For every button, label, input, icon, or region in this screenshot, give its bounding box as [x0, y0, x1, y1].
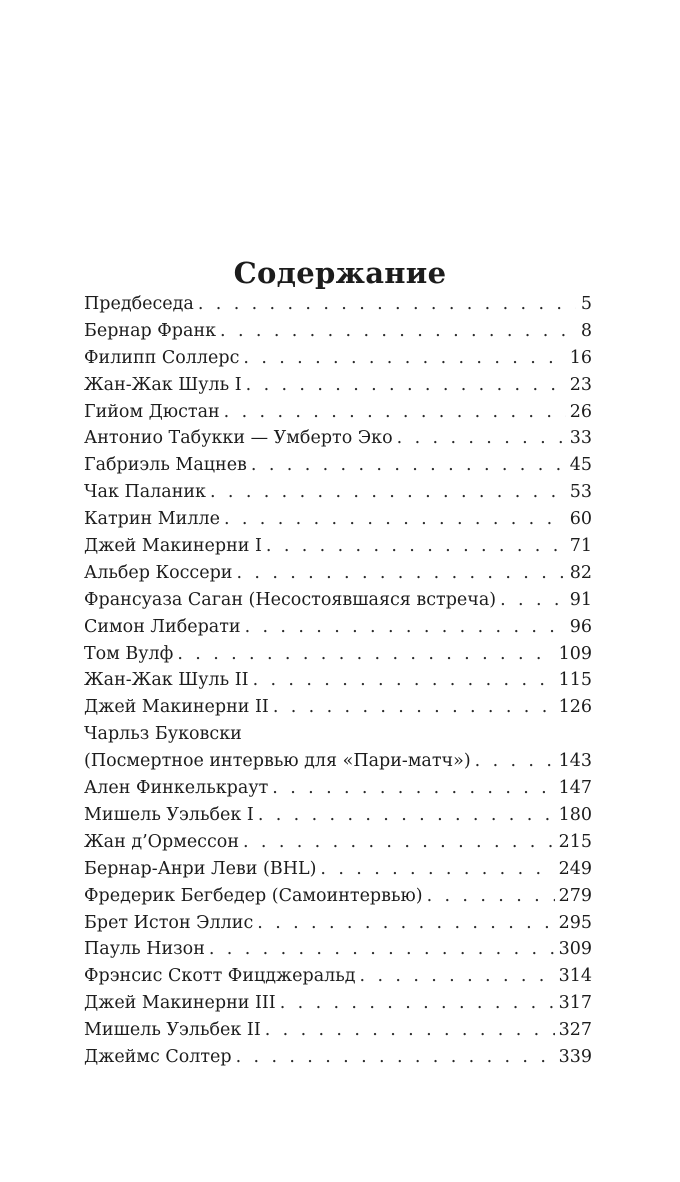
dot-leader [273, 694, 555, 721]
toc-entry-title: Чарльз Буковски [84, 724, 242, 745]
toc-entry-page: 16 [569, 347, 592, 368]
toc-entry-page: 82 [569, 562, 592, 583]
toc-entry [84, 829, 592, 856]
dot-leader [224, 399, 566, 426]
toc-entry-title: Ален Финкелькраут [84, 778, 269, 799]
toc-entry [84, 883, 592, 910]
toc-entry [84, 667, 592, 694]
dot-leader [500, 587, 566, 614]
dot-leader [265, 1017, 555, 1044]
toc-entry [84, 614, 592, 641]
dot-leader [427, 883, 555, 910]
toc-entry-title: Пауль Низон [84, 939, 205, 960]
toc-entry-page: 147 [558, 778, 592, 799]
toc-entry-title: Фредерик Бегбедер (Самоинтервью) [84, 885, 423, 906]
toc-entry [84, 910, 592, 937]
toc-entry-continuation [84, 748, 592, 775]
toc-entry [84, 963, 592, 990]
dot-leader [177, 641, 554, 668]
toc-entry-page: 327 [558, 1020, 592, 1041]
dot-leader [224, 506, 566, 533]
toc-entry [84, 533, 592, 560]
toc-entry-title: Габриэль Мацнев [84, 455, 247, 476]
toc-entry-title: Симон Либерати [84, 616, 241, 637]
toc-entry [84, 721, 592, 775]
dot-leader [236, 1044, 555, 1071]
toc-entry-title: Джеймс Солтер [84, 1046, 232, 1067]
toc-entry-page: 45 [569, 455, 592, 476]
toc-entry [84, 479, 592, 506]
toc-entry-title: Бернар Франк [84, 320, 217, 341]
toc-entry-page: 249 [558, 858, 592, 879]
dot-leader [397, 425, 566, 452]
dot-leader [246, 372, 566, 399]
toc-entry-page: 96 [569, 616, 592, 637]
toc-entry-page: 8 [580, 320, 592, 341]
toc-entry-title: Жан д’Ормессон [84, 831, 239, 852]
toc-entry [84, 1044, 592, 1071]
toc-entry-title: Джей Макинерни III [84, 993, 276, 1014]
toc-entry-page: 215 [558, 831, 592, 852]
toc-entry-title: Джей Макинерни I [84, 536, 262, 557]
toc-entry [84, 990, 592, 1017]
toc-entry-title: Антонио Табукки — Умберто Эко [84, 428, 393, 449]
dot-leader [266, 533, 566, 560]
table-of-contents [84, 291, 592, 1071]
toc-entry-title: Гийом Дюстан [84, 401, 220, 422]
toc-entry-page: 33 [569, 428, 592, 449]
toc-entry-title: Брет Истон Эллис [84, 912, 254, 933]
toc-entry [84, 560, 592, 587]
toc-entry [84, 372, 592, 399]
toc-entry-title: Джей Макинерни II [84, 697, 269, 718]
toc-entry [84, 506, 592, 533]
dot-leader [209, 936, 555, 963]
dot-leader [257, 910, 554, 937]
toc-entry [84, 802, 592, 829]
dot-leader [245, 614, 566, 641]
dot-leader [210, 479, 566, 506]
toc-entry-page: 126 [558, 697, 592, 718]
dot-leader [236, 560, 565, 587]
toc-entry-title: Жан-Жак Шуль I [84, 374, 242, 395]
toc-entry [84, 1017, 592, 1044]
dot-leader [220, 318, 576, 345]
toc-entry-page: 295 [558, 912, 592, 933]
toc-entry-page: 115 [558, 670, 592, 691]
toc-entry-page: 339 [558, 1046, 592, 1067]
toc-entry-title: Франсуаза Саган (Несостоявшаяся встреча) [84, 589, 497, 610]
toc-entry-page: 180 [558, 804, 592, 825]
dot-leader [320, 856, 554, 883]
dot-leader [253, 667, 555, 694]
toc-entry-page: 5 [580, 294, 592, 314]
dot-leader [360, 963, 555, 990]
toc-entry-title: Мишель Уэльбек I [84, 804, 254, 825]
dot-leader [243, 345, 565, 372]
toc-entry-title: Бернар-Анри Леви (BHL) [84, 858, 317, 879]
dot-leader [272, 775, 554, 802]
toc-entry-title: Катрин Милле [84, 509, 220, 530]
toc-entry-title: Филипп Соллерс [84, 347, 240, 368]
toc-entry-title: Чак Паланик [84, 482, 206, 503]
toc-entry-page: 143 [558, 751, 592, 772]
toc-entry [84, 936, 592, 963]
toc-entry-page: 60 [569, 509, 592, 530]
toc-entry [84, 856, 592, 883]
toc-entry-title: Мишель Уэльбек II [84, 1020, 261, 1041]
dot-leader [475, 748, 555, 775]
toc-entry [84, 775, 592, 802]
toc-entry-page: 309 [558, 939, 592, 960]
toc-entry-title: Альбер Коссери [84, 562, 233, 583]
dot-leader [198, 291, 576, 318]
toc-entry-subtitle: (Посмертное интервью для «Пари-матч») [84, 751, 471, 772]
toc-entry-page: 23 [569, 374, 592, 395]
toc-entry [84, 345, 592, 372]
toc-entry-page: 26 [569, 401, 592, 422]
toc-entry [84, 694, 592, 721]
dot-leader [251, 452, 566, 479]
toc-entry [84, 641, 592, 668]
toc-entry [84, 399, 592, 426]
toc-entry-page: 109 [558, 643, 592, 664]
toc-entry-page: 71 [569, 536, 592, 557]
dot-leader [258, 802, 555, 829]
toc-entry-title: Фрэнсис Скотт Фицджеральд [84, 966, 356, 987]
page-title: Содержание [233, 256, 447, 291]
toc-entry-title: Том Вулф [84, 643, 174, 664]
toc-entry [84, 291, 592, 318]
dot-leader [280, 990, 555, 1017]
toc-entry [84, 587, 592, 614]
dot-leader [243, 829, 555, 856]
toc-entry-page: 53 [569, 482, 592, 503]
toc-entry-page: 314 [558, 966, 592, 987]
toc-entry-title: Жан-Жак Шуль II [84, 670, 249, 691]
toc-entry-page: 91 [569, 589, 592, 610]
toc-entry [84, 425, 592, 452]
toc-entry-page: 279 [558, 885, 592, 906]
toc-entry [84, 318, 592, 345]
toc-entry-page: 317 [558, 993, 592, 1014]
toc-entry [84, 452, 592, 479]
toc-entry-title: Предбеседа [84, 294, 194, 314]
